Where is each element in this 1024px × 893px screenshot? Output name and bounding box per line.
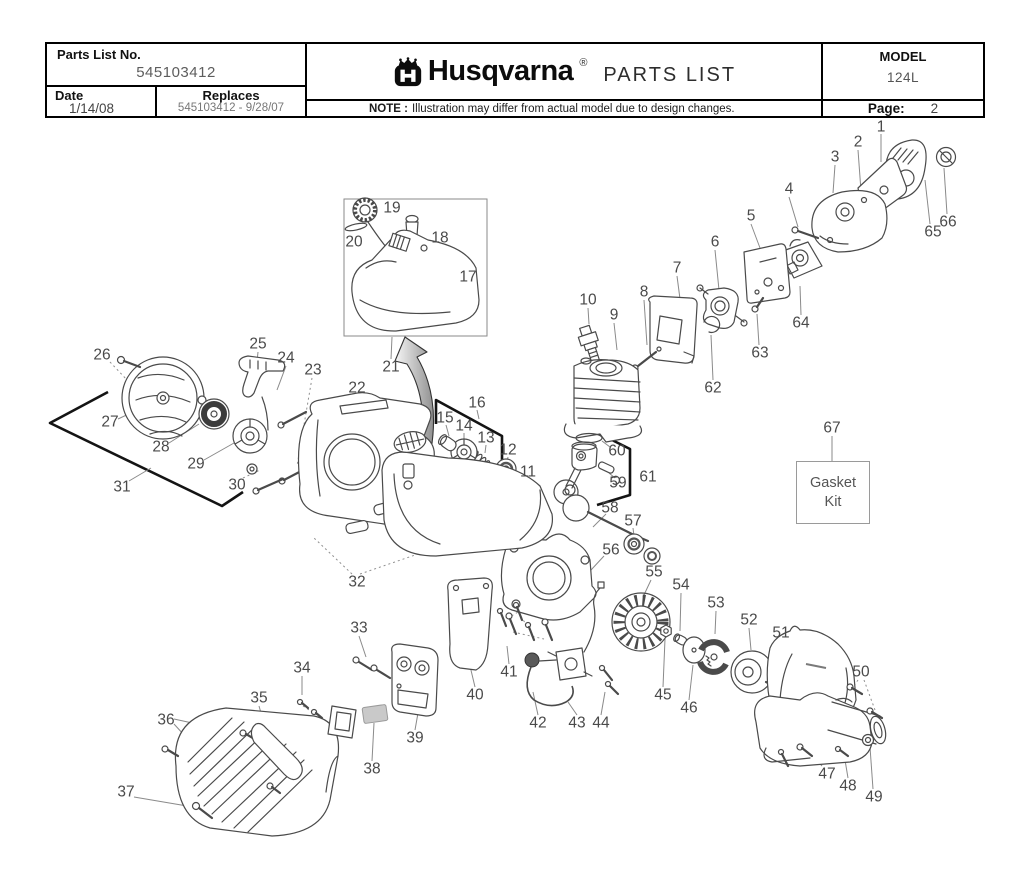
callout-43: 43 [568, 714, 586, 732]
callout-39: 39 [406, 729, 424, 747]
callout-6: 6 [710, 233, 720, 251]
callout-45: 45 [654, 686, 672, 704]
callout-28: 28 [152, 438, 170, 456]
page-number: 2 [930, 101, 939, 116]
part-28-rope-rotor [199, 399, 229, 429]
callout-52: 52 [740, 611, 758, 629]
part-56-crankcase [501, 534, 596, 640]
callout-15: 15 [436, 409, 454, 427]
part-27-starter-housing [122, 357, 206, 439]
callout-25: 25 [249, 335, 267, 353]
callout-7: 7 [672, 259, 682, 277]
callout-29: 29 [187, 455, 205, 473]
part-39-muffler [392, 644, 438, 716]
callout-66: 66 [939, 213, 957, 231]
callout-67: 67 [823, 419, 841, 437]
callout-4: 4 [784, 180, 794, 198]
note-label: NOTE : [369, 102, 408, 115]
callout-18: 18 [431, 229, 449, 247]
callout-33: 33 [350, 619, 368, 637]
parts-list-no-value: 545103412 [136, 64, 216, 81]
callout-11: 11 [519, 463, 537, 481]
part-38-gasket-pad [362, 704, 388, 723]
callout-57: 57 [624, 512, 642, 530]
callout-56: 56 [602, 541, 620, 559]
model-label: MODEL [879, 49, 927, 64]
callout-31: 31 [113, 478, 131, 496]
part-44-screws [600, 666, 619, 695]
callout-59: 59 [609, 474, 627, 492]
date-label: Date [55, 88, 84, 103]
callout-60: 60 [608, 442, 626, 460]
replaces-label: Replaces [202, 88, 260, 103]
date-value: 1/14/08 [69, 101, 115, 116]
note-text: Illustration may differ from actual model due to design changes. [411, 102, 735, 115]
callout-34: 34 [293, 659, 311, 677]
callout-8: 8 [639, 283, 649, 301]
callout-17: 17 [459, 268, 477, 286]
callout-48: 48 [839, 777, 857, 795]
part-19-fuel-cap [353, 198, 377, 222]
callout-37: 37 [117, 783, 135, 801]
callout-24: 24 [277, 349, 295, 367]
part-66-filter-knob [937, 148, 956, 167]
part-9-cylinder [564, 358, 641, 442]
callout-40: 40 [466, 686, 484, 704]
part-45-nut [661, 625, 671, 637]
part-output-housing [755, 693, 889, 766]
callout-51: 51 [772, 624, 790, 642]
callout-19: 19 [383, 199, 401, 217]
callout-41: 41 [500, 663, 518, 681]
callout-42: 42 [529, 714, 547, 732]
callout-13: 13 [477, 429, 495, 447]
callout-23: 23 [304, 361, 322, 379]
part-42-plug-boot [525, 653, 556, 667]
part-10-spark-plug [576, 324, 604, 364]
callout-61: 61 [639, 468, 657, 486]
part-26-screw [118, 357, 141, 368]
callout-47: 47 [818, 765, 836, 783]
part-30-hardware [247, 464, 283, 494]
callout-27: 27 [101, 413, 119, 431]
callout-64: 64 [792, 314, 810, 332]
part-57-bearings [624, 534, 660, 564]
callout-12: 12 [499, 441, 517, 459]
part-55-flywheel [612, 593, 670, 651]
callout-30: 30 [228, 476, 246, 494]
registered-mark: ® [579, 57, 588, 69]
callout-14: 14 [455, 417, 473, 435]
gasket-kit-line2: Kit [824, 493, 842, 510]
callout-38: 38 [363, 760, 381, 778]
callout-10: 10 [579, 291, 597, 309]
callout-49: 49 [865, 788, 883, 806]
gasket-kit-line1: Gasket [810, 474, 856, 491]
callout-3: 3 [830, 148, 840, 166]
callout-20: 20 [345, 233, 363, 251]
callout-55: 55 [645, 563, 663, 581]
part-reed-plate [328, 706, 356, 738]
callout-22: 22 [348, 379, 366, 397]
part-3-cylinder-cover [812, 191, 887, 253]
part-36-muffler-cover [162, 708, 339, 836]
gasket-kit-box [796, 461, 870, 524]
callout-21: 21 [382, 358, 400, 376]
callout-62: 62 [704, 379, 722, 397]
part-piston [572, 442, 597, 470]
parts-list-no-label: Parts List No. [57, 47, 141, 62]
part-53-clutch [700, 642, 727, 672]
part-40-deflector-plate [448, 578, 493, 670]
page-label: Page: [867, 101, 905, 116]
callout-32: 32 [348, 573, 366, 591]
callout-9: 9 [609, 306, 619, 324]
callout-46: 46 [680, 699, 698, 717]
callout-36: 36 [157, 711, 175, 729]
callout-1: 1 [876, 118, 886, 136]
callout-2: 2 [853, 133, 863, 151]
callout-53: 53 [707, 594, 725, 612]
part-29-pulley [233, 419, 267, 453]
callout-5: 5 [746, 207, 756, 225]
part-33-screws [353, 657, 390, 678]
callout-16: 16 [468, 394, 486, 412]
callout-65: 65 [924, 223, 942, 241]
brand-name: Husqvarna [427, 55, 574, 87]
callout-54: 54 [672, 576, 690, 594]
callout-44: 44 [592, 714, 610, 732]
callout-35: 35 [250, 689, 268, 707]
part-49-nut [863, 735, 874, 746]
page-title: PARTS LIST [603, 64, 737, 86]
callout-50: 50 [852, 663, 870, 681]
part-5-gasket [744, 244, 790, 303]
callout-58: 58 [601, 499, 619, 517]
callout-26: 26 [93, 346, 111, 364]
callout-63: 63 [751, 344, 769, 362]
model-value: 124L [886, 70, 920, 85]
replaces-value: 545103412 - 9/28/07 [177, 102, 285, 114]
